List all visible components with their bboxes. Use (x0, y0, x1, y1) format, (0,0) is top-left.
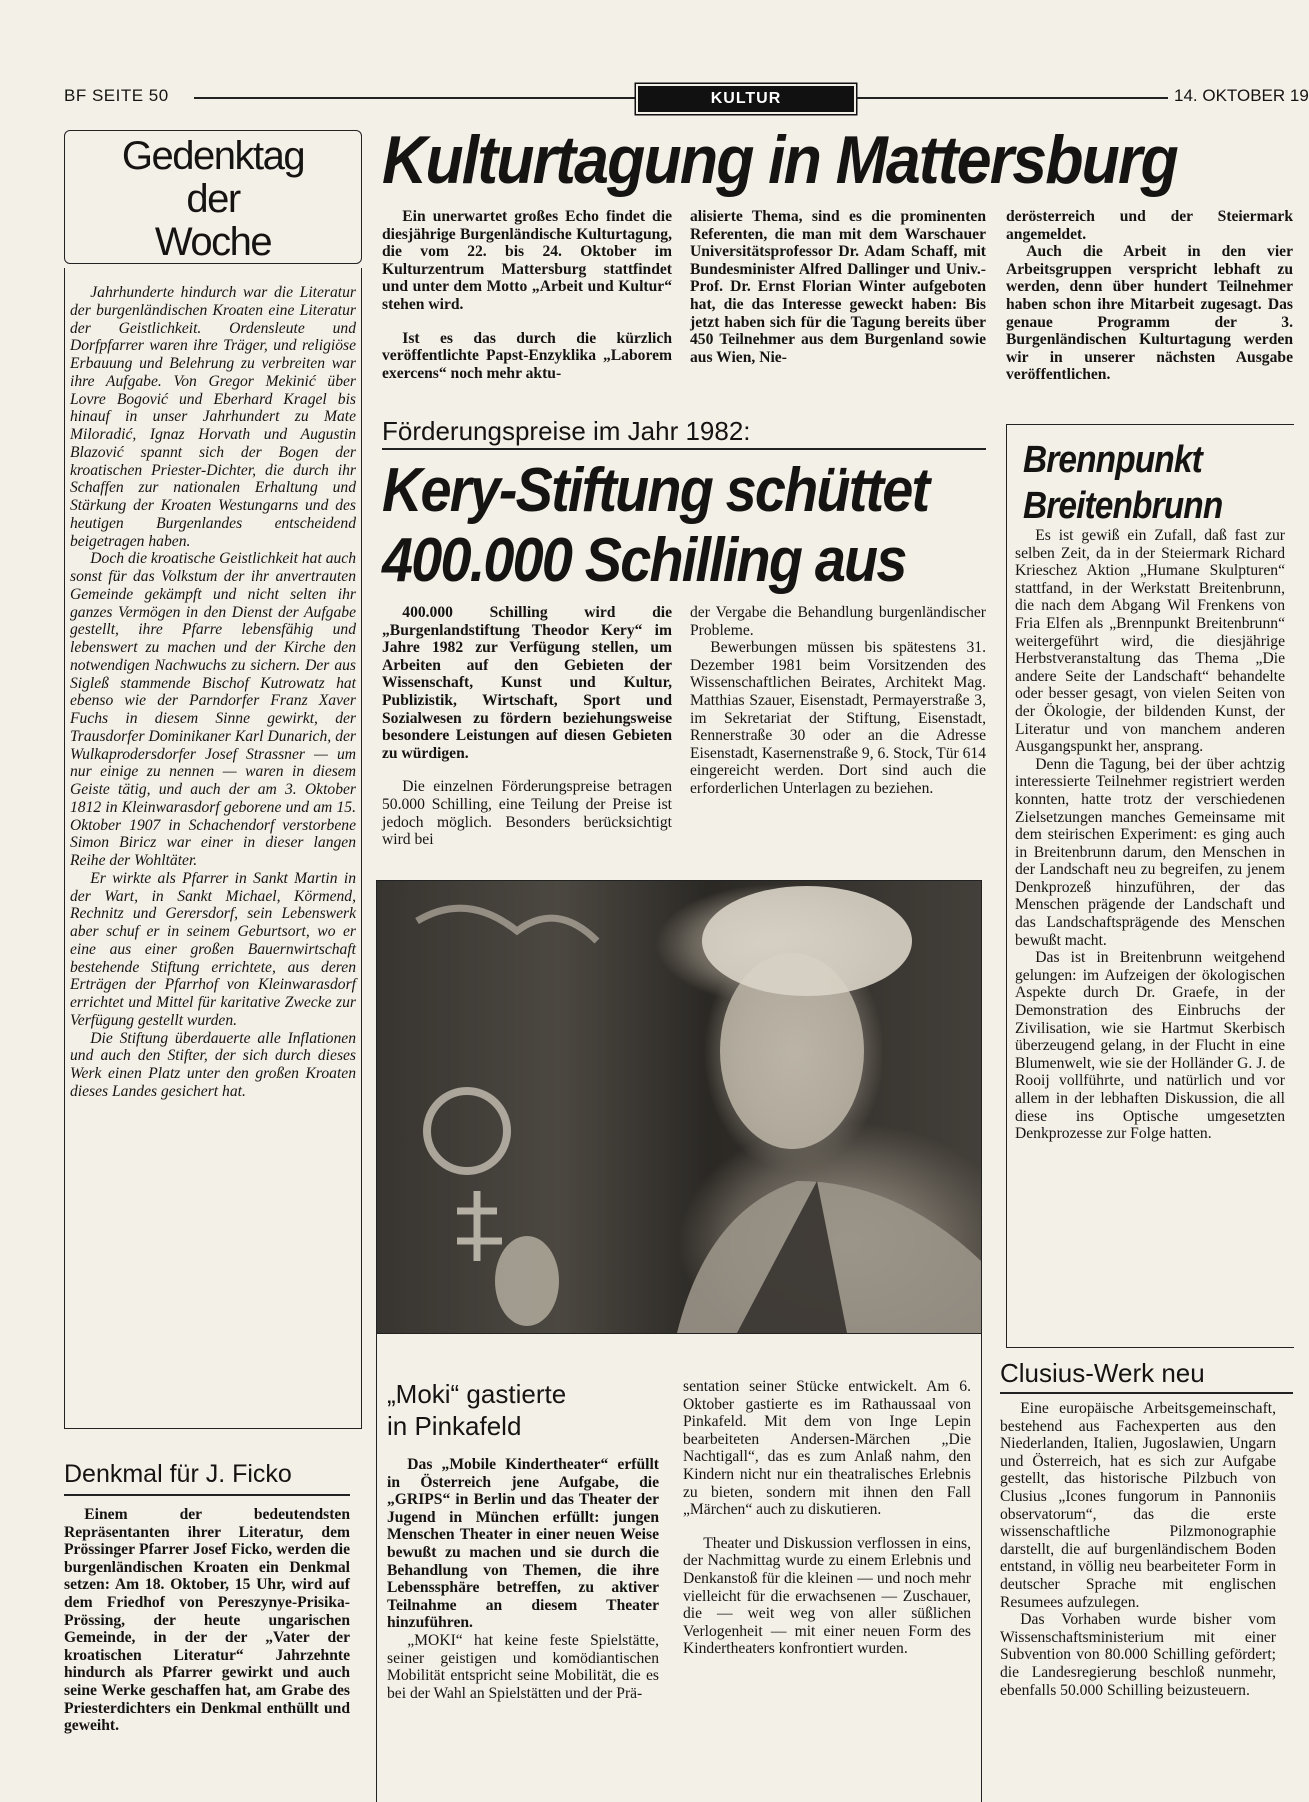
page-number: BF SEITE 50 (64, 86, 169, 105)
kery-headline (382, 456, 928, 596)
paragraph: Die einzelnen Förderungspreise betragen 50.000 Schilling, eine Teilung der Preise ist jedoch möglich. Besonders berücksichtigt wird bei (382, 778, 672, 849)
kery-kicker: Förderungspreise im Jahr 1982: (382, 416, 751, 446)
moki-box (376, 1332, 982, 1802)
title-line: „Moki“ gastierte (387, 1379, 567, 1409)
clusius-title: Clusius-Werk neu (1000, 1358, 1205, 1388)
paragraph: Theater und Diskussion verflossen in eins, der Nachmittag wurde zu einem Erlebnis und Denkanstoß für die kleinen — und noch mehr vielleicht für die erwachsenen — Zuschauer, die — weit weg von aller süßlichen Verlogenheit — mit einer neuen Form des Kindertheaters konfrontiert wurden. (683, 1534, 971, 1658)
section-badge (638, 86, 854, 112)
gedenktag-article (64, 268, 362, 1429)
clusius-rule (1000, 1392, 1293, 1394)
moki-col1 (387, 1456, 659, 1702)
ficko-title: Denkmal für J. Ficko (64, 1460, 292, 1488)
gedenktag-title-line: der (186, 177, 240, 221)
gedenktag-title (65, 135, 361, 264)
clusius-body (1000, 1400, 1276, 1699)
photo-illustration (377, 881, 981, 1333)
paragraph: Es ist gewiß ein Zufall, daß fast zur selben Zeit, da in der Steiermark Richard Krieschez Aktion „Humane Skulpturen“ stattfand, in der Werkstatt Breitenbrunn, die nach dem Abgang Wil Frenkens von Fria Elfen als „Brennpunkt Breitenbrunn“ weitergeführt wird, die diesjährige Herbstveranstaltung das Thema „Die andere Seite der Landschaft“ behandelte oder besser gesagt, von vielen Seiten von der Ökologie, der bildenden Kunst, der Literatur und von manchem anderen Ausgangspunkt her, ansprang. (1015, 527, 1285, 756)
moki-title (387, 1378, 566, 1442)
paragraph: Ein unerwartet großes Echo findet die diesjährige Burgenländische Kulturtagung, die vom 22. bis 24. Oktober im Kulturzentrum Mattersburg stattfindet und unter dem Motto „Arbeit und Kultur“ stehen wird. (382, 208, 672, 313)
title-line: Brennpunkt (1023, 439, 1202, 481)
gedenktag-title-line: Gedenktag (121, 134, 305, 178)
brennpunkt-title (1023, 437, 1222, 529)
brennpunkt-box (1006, 424, 1294, 1348)
kery-col1 (382, 604, 672, 849)
headdress (702, 886, 912, 996)
paragraph: Jahrhunderte hindurch war die Literatur der burgenländischen Kroaten eine Literatur der Geistlichkeit. Ordensleute und Dorfpfarrer waren ihre Träger, und religiöse Erbauung und Belehrung zu verbreiten war ihre Aufgabe. Von Gregor Mekinić über Lovre Bogović und Eberhard Kragel bis hinauf in unser Jahrhundert zu Mate Miloradić, Ignaz Horvath und Augustin Blazović spannt sich der Bogen der kroatischen Priester-Dichter, die durch ihr Schaffen zur nationalen Erhaltung und Stärkung der Kroaten Westungarns und des heutigen Burgenlandes entscheidend beigetragen haben. (70, 284, 356, 550)
paragraph: „MOKI“ hat keine feste Spielstätte, seiner geistigen und komödiantischen Mobilität entspricht seine Mobilität, die es bei der Wahl an Spielstätten und der Prä- (387, 1631, 659, 1702)
paragraph: Bewerbungen müssen bis spätestens 31. Dezember 1981 beim Vorsitzenden des Wissenschaftlichen Beirates, Architekt Mag. Matthias Szauer, Eisenstadt, Permayerstraße 3, im Sekretariat der Stiftung, Eisenstadt, Rennerstraße 30 oder an die Adresse Eisenstadt, Kasernenstraße 9, 6. Stock, Tür 614 eingereicht werden. Dort sind auch die erforderlichen Unterlagen zu beziehen. (690, 639, 986, 797)
paragraph: 400.000 Schilling wird die „Burgenlandstiftung Theodor Kery“ im Jahre 1982 zur Verfügung stellen, um Arbeiten auf den Gebieten der Wissenschaft, Kunst und Kultur, Publizistik, Wirtschaft, Sport und Sozialwesen zu fördern beziehungsweise besondere Leistungen auf diesen Gebieten zu würdigen. (382, 604, 672, 762)
paragraph: Doch die kroatische Geistlichkeit hat auch sonst für das Volkstum der ihr anvertrauten Gemeinde gekämpft und nicht selten ihr ganzes Vermögen in den Dienst der Aufgabe gestellt, ihre Pfarre lebensfähig und lebenswert zu machen und der Kirche den notwendigen Nachwuchs zu sichern. Der aus Sigleß stammende Bischof Kutrowatz hat ebenso wie der Parndorfer Franz Xaver Fuchs in diesem Sinne gewirkt, der Trausdorfer Dominikaner Karl Dunarich, der Wulkaprodersdorfer Josef Strassner — um nur einige zu nennen — waren in diesem Geiste tätig, und auch der am 3. Oktober 1812 in Kleinwarasdorf geborene und am 15. Oktober 1907 in Schachendorf verstorbene Simon Biricz war einer in dieser langen Reihe der Wohltäter. (70, 550, 357, 869)
paragraph: sentation seiner Stücke entwickelt. Am 6. Oktober gastierte es im Rathaussaal von Pinkafeld. Mit dem von Inge Lepin bearbeiteten Andersen-Märchen „Die Nachtigall“, das es zum Anlaß nahm, den Kindern nicht nur ein theatralisches Erlebnis zu bieten, sondern mit ihnen den Fall „Märchen“ auch zu diskutieren. (683, 1378, 971, 1519)
hand (495, 1236, 559, 1326)
ficko-rule (64, 1494, 350, 1496)
kulturtagung-col1 (382, 208, 672, 382)
paragraph: Auch die Arbeit in den vier Arbeitsgruppen verspricht lebhaft zu werden, denn über hundert Teilnehmer haben schon ihre Mitarbeit zugesagt. Das genaue Programm der 3. Burgenländischen Kulturtagung werden wir in unserer nächsten Ausgabe veröffentlichen. (1006, 243, 1293, 384)
paragraph: derösterreich und der Steiermark angemeldet. (1006, 208, 1293, 243)
gedenktag-title-box (64, 130, 362, 264)
paragraph: Die Stiftung überdauerte alle Inflationen und auch den Stifter, der sich durch dieses Werk einen Platz unter den großen Kroaten dieses Landes gesichert hat. (70, 1029, 356, 1100)
paragraph: Ist es das durch die kürzlich veröffentlichte Papst-Enzyklika „Laborem exercens“ noch mehr aktu- (382, 329, 672, 382)
kulturtagung-col3 (1006, 208, 1293, 408)
title-line: Breitenbrunn (1023, 485, 1223, 527)
title-line: in Pinkafeld (387, 1411, 522, 1441)
section-label: KULTUR (710, 90, 782, 107)
paragraph: Er wirkte als Pfarrer in Sankt Martin in der Wart, in Sankt Michael, Körmend, Rechnitz und Gerersdorf, sein Lebenswerk aber schuf er in seinem Geburtsort, wo er eine aus einer großen Bauernwirtschaft bestehende Stiftung errichtete, aus deren Erträgen der Pfarrhof von Kleinwarasdorf errichtet und Mittel für karitative Zwecke zur Verfügung gestellt wurden. (70, 869, 356, 1029)
gedenktag-body (70, 268, 356, 1101)
headline-line: Kery-Stiftung schüttet (382, 456, 929, 525)
kery-kicker-rule (382, 448, 986, 450)
paragraph: Das Vorhaben wurde bisher vom Wissenschaftsministerium mit einer Subvention von 80.000 Schilling gefördert; die Landesregierung beschloß nunmehr, ebenfalls 50.000 Schilling beizusteuern. (1000, 1611, 1276, 1699)
brennpunkt-body (1015, 527, 1285, 1143)
kulturtagung-col2: alisierte Thema, sind es die prominenten Referenten, die man mit dem Warschauer Universitätsprofessor Dr. Adam Schaff, mit Bundesminister Alfred Dallinger und Univ.-Prof. Dr. Ernst Florian Winter aufgeboten hat, die das Interesse geweckt haben: Bis jetzt haben sich für die Tagung bereits über 450 Teilnehmer aus dem Burgenland sowie aus Wien, Nie- (690, 208, 986, 366)
moki-col2 (683, 1378, 971, 1658)
paragraph: Eine europäische Arbeitsgemeinschaft, bestehend aus Fachexperten aus den Niederlanden, Italien, Jugoslawien, Ungarn und Österreich, hat es sich zur Aufgabe gestellt, das historische Pilzbuch von Clusius „Icones fungorum in Pannoniis observatorum“, das die erste wissenschaftliche Pilzmonographie darstellt, die auf burgenländischem Boden entstand, in völlig neu bearbeiteter Form in deutscher Sprache mit englischen Resumees aufzulegen. (1000, 1400, 1276, 1611)
actress-photo (376, 880, 982, 1334)
kery-col2 (690, 604, 986, 798)
headline-line: 400.000 Schilling aus (382, 526, 906, 595)
kulturtagung-headline: Kulturtagung in Mattersburg (382, 122, 1177, 198)
issue-date: 14. OKTOBER 19 (1174, 86, 1309, 105)
paragraph: Denn die Tagung, bei der über achtzig interessierte Teilnehmer registriert werden konnten, hatte trotz der verschiedenen Zielsetzungen manches Gemeinsame mit dem steirischen Experiment: es ging auch in Breitenbrunn darum, den Menschen in der Landschaft neu zu begreifen, zu jenem Denkprozeß hinzuführen, der das Menschen prägende der Landschaft und das Landschaftsprägende des Menschen bewußt macht. (1015, 755, 1285, 949)
page-header (64, 86, 1309, 110)
header-rule-left (194, 97, 636, 99)
header-rule-right (856, 97, 1168, 99)
paragraph: Das „Mobile Kindertheater“ erfüllt in Österreich jene Aufgabe, die „GRIPS“ in Berlin und das Theater der Jugend in München erfüllt: jungen Menschen Theater in einer neuen Weise bewußt zu machen und sie durch die Behandlung von Themen, die ihre Lebenssphäre betreffen, zu aktiver Teilnahme an diesem Theater hinzuführen. (387, 1456, 659, 1632)
ficko-body: Einem der bedeutendsten Repräsentanten ihrer Literatur, dem Prössinger Pfarrer Josef Ficko, werden die burgenländischen Kroaten ein Denkmal setzen: Am 18. Oktober, 15 Uhr, wird auf dem Friedhof von Pereszynye-Prisika-Prössing, der heute ungarischen Gemeinde, in der der „Vater der kroatischen Literatur“ Jahrzehnte hindurch als Pfarrer gewirkt und auch seine Werke geschaffen hat, am Grabe des Priesterdichters ein Denkmal enthüllt und geweiht. (64, 1506, 350, 1735)
gedenktag-title-line: Woche (154, 220, 272, 264)
paragraph: Das ist in Breitenbrunn weitgehend gelungen: im Aufzeigen der ökologischen Aspekte durch Dr. Graefe, in der Demonstration des Einbruchs der Zivilisation, wie sie Hartmut Skerbisch überzeugend gelang, in der Flucht in eine Blumenwelt, wie sie der Holländer G. J. de Rooij vollführte, und natürlich und vor allem in der lebhaften Diskussion, die all diese ins Optische umgesetzten Denkprozesse zur Folge hatten. (1015, 949, 1285, 1143)
paragraph: der Vergabe die Behandlung burgenländischer Probleme. (690, 604, 986, 639)
